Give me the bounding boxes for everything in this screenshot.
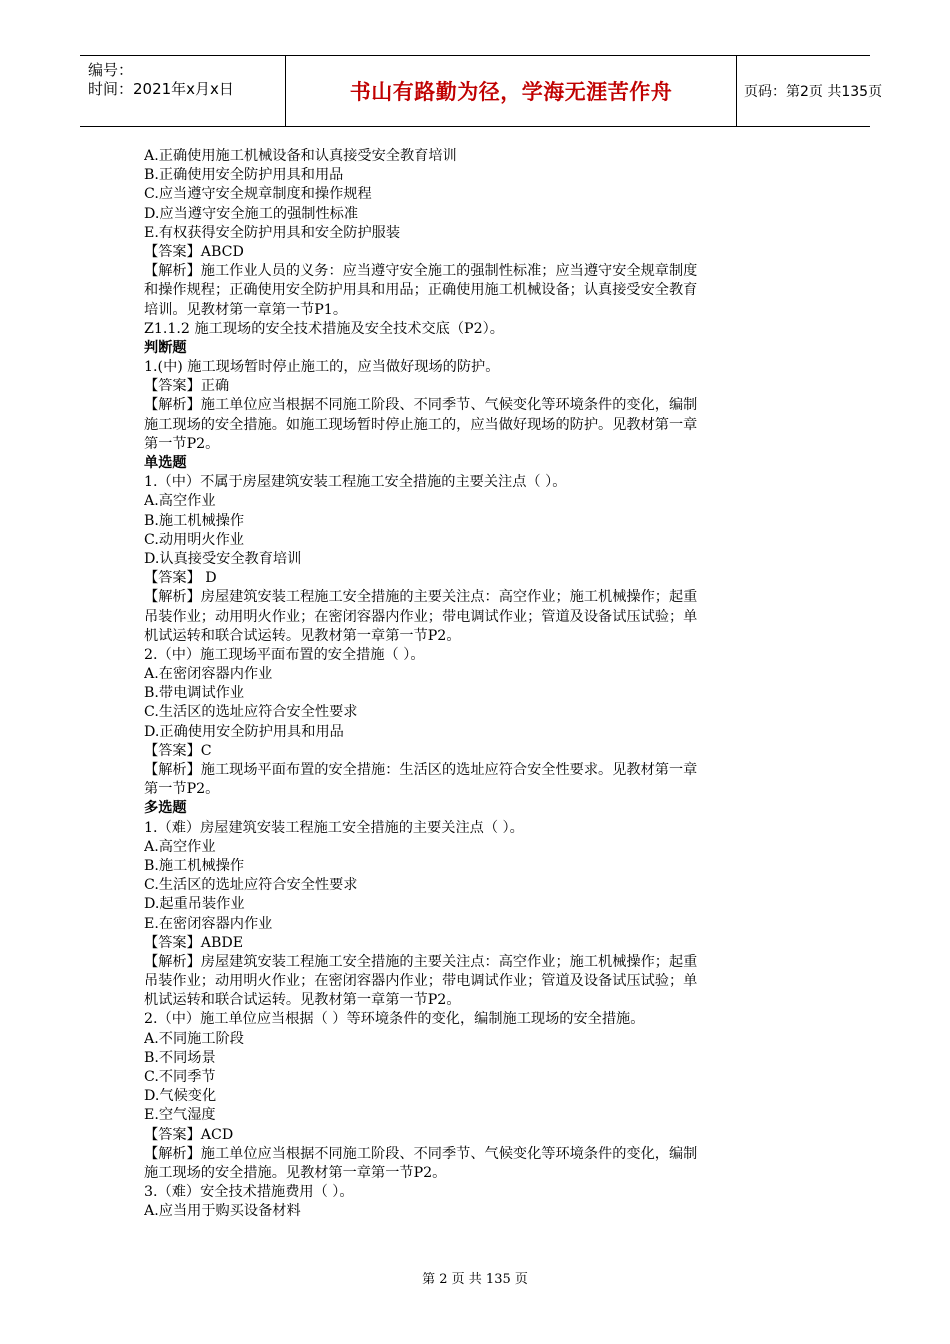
text-line: 【答案】正确	[144, 378, 230, 395]
header-page-cell	[736, 56, 883, 126]
text-line: 1.（中）不属于房屋建筑安装工程施工安全措施的主要关注点（ ）。	[144, 474, 567, 491]
text-line: C.动用明火作业	[144, 531, 244, 548]
text-line: 【答案】ABDE	[144, 934, 244, 951]
text-line: 机试运转和联合试运转。见教材第一章第一节P2。	[144, 992, 461, 1009]
text-line: 【答案】ACD	[144, 1126, 234, 1143]
text-line: 【解析】房屋建筑安装工程施工安全措施的主要关注点：高空作业；施工机械操作；起重	[144, 953, 698, 970]
text-line: B.施工机械操作	[144, 512, 245, 529]
text-line: 【答案】 D	[144, 570, 217, 587]
text-line: 施工现场的安全措施。见教材第一章第一节P2。	[144, 1164, 447, 1181]
text-line: 2.（中）施工单位应当根据（ ）等环境条件的变化，编制施工现场的安全措施。	[144, 1011, 645, 1028]
page-header	[80, 55, 883, 127]
header-meta	[80, 56, 285, 126]
text-line: 培训。见教材第一章第一节P1。	[144, 301, 348, 318]
text-line: C.生活区的选址应符合安全性要求	[144, 877, 358, 894]
text-line: 3.（难）安全技术措施费用（ ）。	[144, 1184, 354, 1201]
text-line: 和操作规程；正确使用安全防护用具和用品；正确使用施工机械设备；认真接受安全教育	[144, 282, 698, 299]
document-body	[144, 147, 804, 1222]
text-line: B.带电调试作业	[144, 685, 245, 702]
header-page-info: 页码：第2页 共135页	[744, 84, 883, 100]
text-line: A.高空作业	[144, 838, 216, 855]
document-time-label: 时间：2021年x月x日	[88, 80, 234, 98]
section-heading: 判断题	[144, 339, 187, 356]
text-line: 施工现场的安全措施。如施工现场暂时停止施工的，应当做好现场的防护。见教材第一章	[144, 416, 698, 433]
text-line: B.施工机械操作	[144, 857, 245, 874]
text-line: Z1.1.2 施工现场的安全技术措施及安全技术交底（P2）。	[144, 320, 504, 337]
text-line: 【解析】施工单位应当根据不同施工阶段、不同季节、气候变化等环境条件的变化，编制	[144, 1145, 698, 1162]
text-line: 1.（难）房屋建筑安装工程施工安全措施的主要关注点（ ）。	[144, 819, 524, 836]
text-line: E.有权获得安全防护用具和安全防护服装	[144, 224, 401, 241]
text-line: E.空气湿度	[144, 1107, 216, 1124]
text-line: A.正确使用施工机械设备和认真接受安全教育培训	[144, 148, 457, 164]
text-line: B.不同场景	[144, 1049, 216, 1066]
text-line: C.应当遵守安全规章制度和操作规程	[144, 186, 372, 203]
text-line: A.应当用于购买设备材料	[144, 1203, 301, 1220]
text-line: 【答案】ABCD	[144, 243, 244, 260]
text-line: D.起重吊装作业	[144, 896, 245, 913]
document-number-label: 编号：	[88, 61, 134, 79]
section-heading: 单选题	[144, 455, 187, 471]
text-line: 1.(中) 施工现场暂时停止施工的，应当做好现场的防护。	[144, 359, 500, 376]
text-line: D.气候变化	[144, 1088, 217, 1105]
text-line: E.在密闭容器内作业	[144, 915, 273, 932]
text-line: B.正确使用安全防护用具和用品	[144, 167, 344, 184]
text-line: 第一节P2。	[144, 781, 220, 798]
header-motto: 书山有路勤为径，学海无涯苦作舟	[349, 80, 673, 104]
text-line: 【解析】施工作业人员的义务：应当遵守安全施工的强制性标准；应当遵守安全规章制度	[144, 263, 698, 280]
text-line: C.不同季节	[144, 1069, 216, 1085]
text-line: C.生活区的选址应符合安全性要求	[144, 704, 358, 721]
text-line: D.认真接受安全教育培训	[144, 550, 302, 567]
section-heading: 多选题	[144, 800, 187, 817]
text-line: 2.（中）施工现场平面布置的安全措施（ ）。	[144, 646, 425, 663]
text-line: D.正确使用安全防护用具和用品	[144, 723, 344, 740]
text-line: 机试运转和联合试运转。见教材第一章第一节P2。	[144, 627, 461, 644]
text-line: 【答案】C	[144, 742, 212, 759]
text-line: A.高空作业	[144, 493, 216, 510]
text-line: 吊装作业；动用明火作业；在密闭容器内作业；带电调试作业；管道及设备试压试验；单	[144, 973, 698, 990]
text-line: A.在密闭容器内作业	[144, 666, 273, 683]
text-line: 第一节P2。	[144, 435, 220, 452]
text-line: D.应当遵守安全施工的强制性标准	[144, 205, 359, 222]
text-line: A.不同施工阶段	[144, 1030, 244, 1047]
text-line: 吊装作业；动用明火作业；在密闭容器内作业；带电调试作业；管道及设备试压试验；单	[144, 608, 698, 625]
text-line: 【解析】施工现场平面布置的安全措施：生活区的选址应符合安全性要求。见教材第一章	[144, 762, 698, 778]
header-motto-cell	[285, 56, 737, 126]
text-line: 【解析】施工单位应当根据不同施工阶段、不同季节、气候变化等环境条件的变化，编制	[144, 397, 698, 414]
text-line: 【解析】房屋建筑安装工程施工安全措施的主要关注点：高空作业；施工机械操作；起重	[144, 589, 698, 606]
page-footer: 第 2 页 共 135 页	[422, 1272, 528, 1287]
